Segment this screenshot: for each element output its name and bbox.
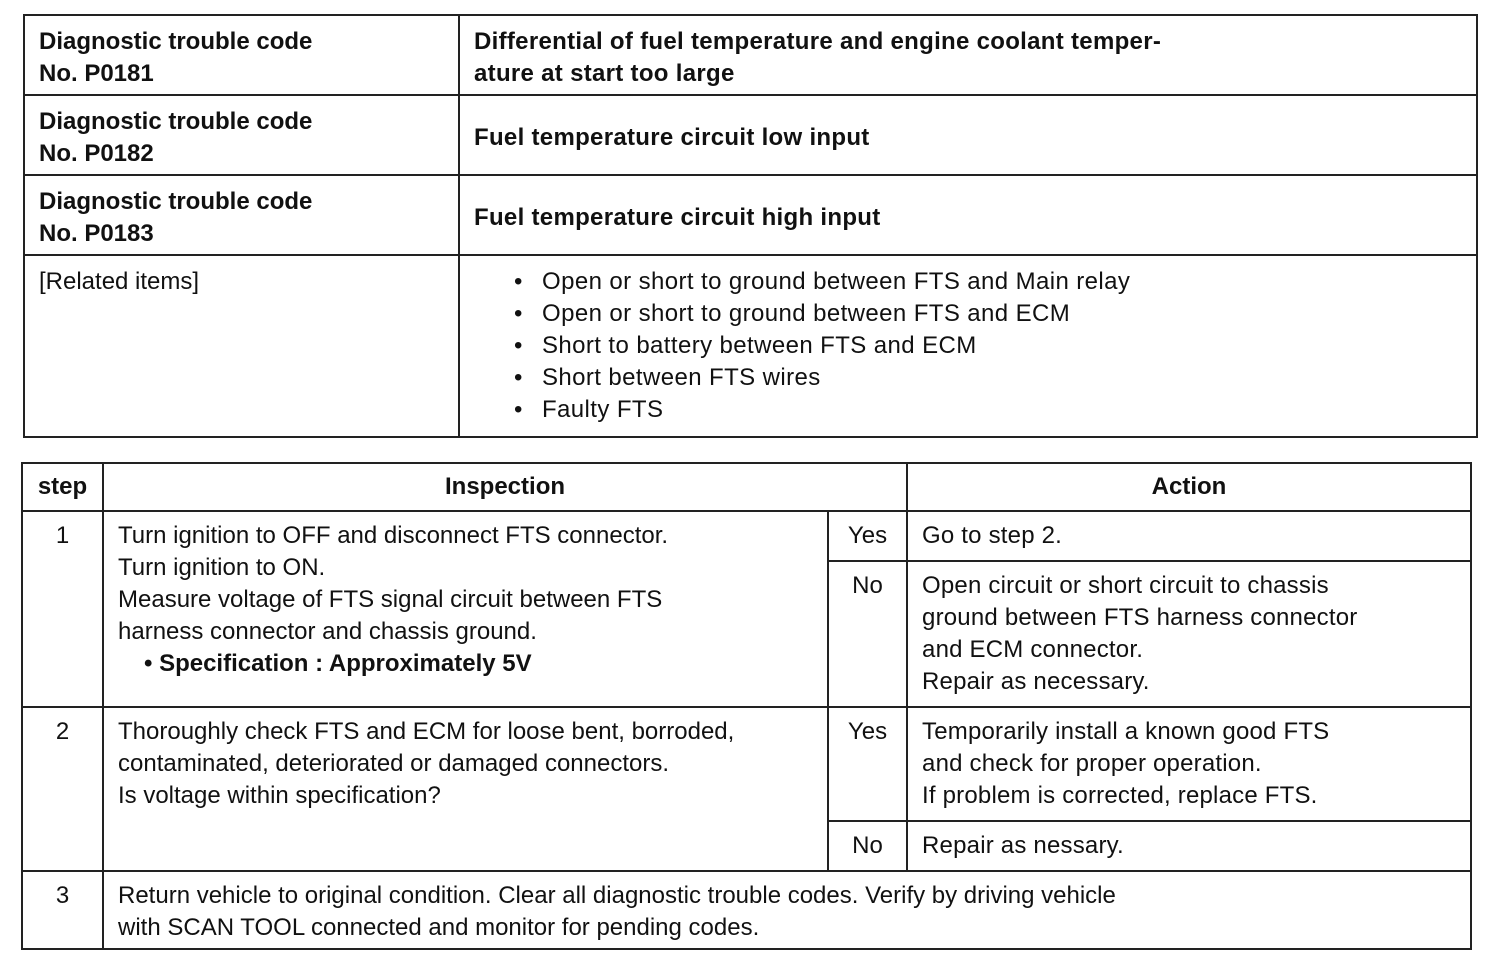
- step-2-inspection: Thoroughly check FTS and ECM for loose bent, borroded, contaminated, deteriorated or damaged connectors. Is voltage within specification?: [103, 707, 828, 871]
- action-header: Action: [907, 463, 1471, 511]
- list-item: • Short between FTS wires: [528, 362, 1462, 394]
- dtc-label: [24, 95, 459, 175]
- list-item: • Open or short to ground between FTS and ECM: [528, 298, 1462, 330]
- list-item: • Faulty FTS: [528, 394, 1462, 426]
- dtc-label: [24, 175, 459, 255]
- dtc-row: [24, 95, 1477, 175]
- step-3-text: Return vehicle to original condition. Clear all diagnostic trouble codes. Verify by driving vehicle with SCAN TOOL connected and monitor for pending codes.: [103, 871, 1471, 949]
- dtc-label-line2: No. P0183: [39, 220, 154, 247]
- inspection-header: Inspection: [103, 463, 907, 511]
- step-number: 3: [22, 871, 103, 949]
- dtc-label-line1: Diagnostic trouble code: [39, 108, 313, 135]
- dtc-row: [24, 175, 1477, 255]
- dtc-label-line2: No. P0181: [39, 60, 154, 87]
- dtc-description: Differential of fuel temperature and engine coolant temper- ature at start too large: [459, 15, 1477, 95]
- related-items-label: [Related items]: [24, 255, 459, 437]
- related-items-row: [24, 255, 1477, 437]
- yes-label: Yes: [828, 707, 907, 821]
- yes-label: Yes: [828, 511, 907, 561]
- no-label: No: [828, 821, 907, 871]
- step-header: step: [22, 463, 103, 511]
- step-3-row: [22, 871, 1471, 949]
- dtc-label: [24, 15, 459, 95]
- step-1-inspection: Turn ignition to OFF and disconnect FTS connector. Turn ignition to ON. Measure voltage of FTS signal circuit between FTS harness connector and chassis ground. • Specification : Approximately 5V: [103, 511, 828, 707]
- no-action: Open circuit or short circuit to chassis ground between FTS harness connector and ECM connector. Repair as necessary.: [907, 561, 1471, 707]
- dtc-label-line1: Diagnostic trouble code: [39, 188, 313, 215]
- table-header-row: [22, 463, 1471, 511]
- no-label: No: [828, 561, 907, 707]
- dtc-row: [24, 15, 1477, 95]
- step-number: 2: [22, 707, 103, 871]
- step-1-yes-row: [22, 511, 1471, 561]
- step-2-yes-row: [22, 707, 1471, 821]
- list-item: • Short to battery between FTS and ECM: [528, 330, 1462, 362]
- yes-action: Temporarily install a known good FTS and check for proper operation. If problem is corrected, replace FTS.: [907, 707, 1471, 821]
- dtc-label-line1: Diagnostic trouble code: [39, 28, 313, 55]
- step-number: 1: [22, 511, 103, 707]
- list-item: • Open or short to ground between FTS and Main relay: [528, 266, 1462, 298]
- related-items-list: [459, 255, 1477, 437]
- dtc-description: Fuel temperature circuit low input: [459, 95, 1477, 175]
- specification: • Specification : Approximately 5V: [144, 650, 532, 677]
- no-action: Repair as nessary.: [907, 821, 1471, 871]
- dtc-description: Fuel temperature circuit high input: [459, 175, 1477, 255]
- dtc-label-line2: No. P0182: [39, 140, 154, 167]
- dtc-info-table: [23, 14, 1478, 438]
- yes-action: Go to step 2.: [907, 511, 1471, 561]
- troubleshooting-steps-table: [21, 462, 1472, 950]
